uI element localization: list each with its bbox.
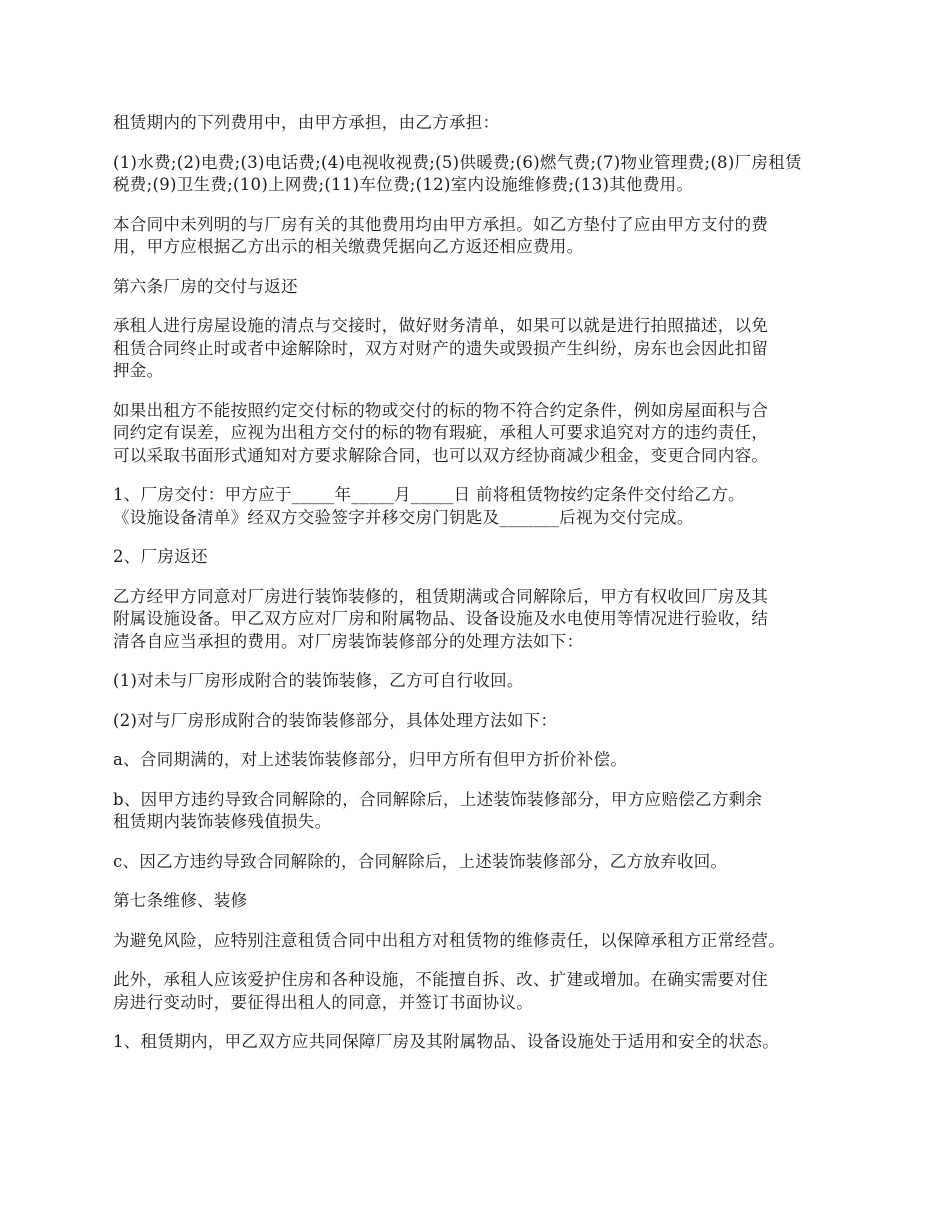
text-line: 同约定有误差，应视为出租方交付的标的物有瑕疵，承租人可要求追究对方的违约责任，	[113, 423, 769, 442]
text-line: 本合同中未列明的与厂房有关的其他费用均由甲方承担。如乙方垫付了应由甲方支付的费	[113, 214, 769, 234]
text-line: (1)水费;(2)电费;(3)电话费;(4)电视收视费;(5)供暖费;(6)燃气费;(7)物业管理费;(8)厂房租赁	[113, 152, 802, 172]
paragraph-item-a	[113, 749, 843, 772]
text-line: c、因乙方违约导致合同解除的，合同解除后，上述装饰装修部分，乙方放弃收回。	[113, 851, 728, 871]
heading-article-7	[113, 890, 843, 913]
paragraph-item-b	[113, 789, 843, 834]
paragraph-defective-delivery	[113, 400, 843, 468]
paragraph-fee-intro	[113, 112, 843, 135]
text-line: (1)对未与厂房形成附合的装饰装修，乙方可自行收回。	[113, 671, 524, 690]
paragraph-maintenance-1	[113, 1031, 843, 1054]
text-line: 为避免风险，应特别注意租赁合同中出租方对租赁物的维修责任，以保障承租方正常经营。	[113, 930, 785, 950]
text-line: (2)对与厂房形成附合的装饰装修部分，具体处理方法如下：	[113, 710, 558, 730]
text-line: 押金。	[113, 361, 164, 380]
paragraph-decoration-return	[113, 586, 843, 654]
text-line: 用，甲方应根据乙方出示的相关缴费凭据向乙方返还相应费用。	[113, 237, 584, 256]
paragraph-other-fees	[113, 214, 843, 259]
paragraph-fee-list	[113, 152, 843, 197]
text-line: 1、厂房交付：甲方应于_____年_____月_____日 前将租赁物按约定条件交付给乙方。	[113, 485, 745, 504]
text-line: 税费;(9)卫生费;(10)上网费;(11)车位费;(12)室内设施维修费;(13)其他费用。	[113, 175, 694, 194]
paragraph-item-2	[113, 710, 843, 733]
text-line: b、因甲方违约导致合同解除的，合同解除后，上述装饰装修部分，甲方应赔偿乙方剩余	[113, 789, 763, 809]
text-line: 租赁合同终止时或者中途解除时，双方对财产的遗失或毁损产生纠纷，房东也会因此扣留	[113, 338, 769, 358]
section-heading: 2、厂房返还	[113, 547, 208, 566]
text-line: 可以采取书面形式通知对方要求解除合同，也可以双方经协商减少租金，变更合同内容。	[113, 445, 769, 465]
text-line: 如果出租方不能按照约定交付标的物或交付的标的物不符合约定条件，例如房屋面积与合	[113, 400, 769, 420]
section-heading: 第六条厂房的交付与返还	[113, 276, 298, 296]
paragraph-factory-delivery	[113, 484, 843, 529]
text-line: 附属设施设备。甲乙双方应对厂房和附属物品、设备设施及水电使用等情况进行验收，结	[113, 609, 769, 628]
paragraph-item-c	[113, 851, 843, 874]
paragraph-handover-inventory	[113, 315, 843, 383]
text-line: 清各自应当承担的费用。对厂房装饰装修部分的处理方法如下：	[113, 631, 584, 651]
text-line: 租赁期内的下列费用中，由甲方承担，由乙方承担：	[113, 113, 500, 132]
text-line: 承租人进行房屋设施的清点与交接时，做好财务清单，如果可以就是进行拍照描述，以免	[113, 316, 769, 335]
paragraph-tenant-care	[113, 969, 843, 1014]
paragraph-maintenance-risk	[113, 930, 843, 953]
text-line: 《设施设备清单》经双方交验签字并移交房门钥匙及_______后视为交付完成。	[113, 507, 694, 527]
section-heading: 第七条维修、装修	[113, 891, 248, 910]
paragraph-item-1	[113, 670, 843, 693]
heading-factory-return	[113, 546, 843, 569]
text-line: 此外，承租人应该爱护住房和各种设施，不能擅自拆、改、扩建或增加。在确实需要对住	[113, 970, 769, 989]
text-line: 房进行变动时，要征得出租人的同意，并签订书面协议。	[113, 992, 533, 1012]
text-line: a、合同期满的，对上述装饰装修部分，归甲方所有但甲方折价补偿。	[113, 750, 628, 769]
text-line: 租赁期内装饰装修残值损失。	[113, 812, 332, 831]
text-line: 乙方经甲方同意对厂房进行装饰装修的，租赁期满或合同解除后，甲方有权收回厂房及其	[113, 586, 769, 606]
text-line: 1、租赁期内，甲乙双方应共同保障厂房及其附属物品、设备设施处于适用和安全的状态。	[113, 1032, 779, 1051]
document-page	[113, 112, 843, 1071]
heading-article-6	[113, 276, 843, 299]
